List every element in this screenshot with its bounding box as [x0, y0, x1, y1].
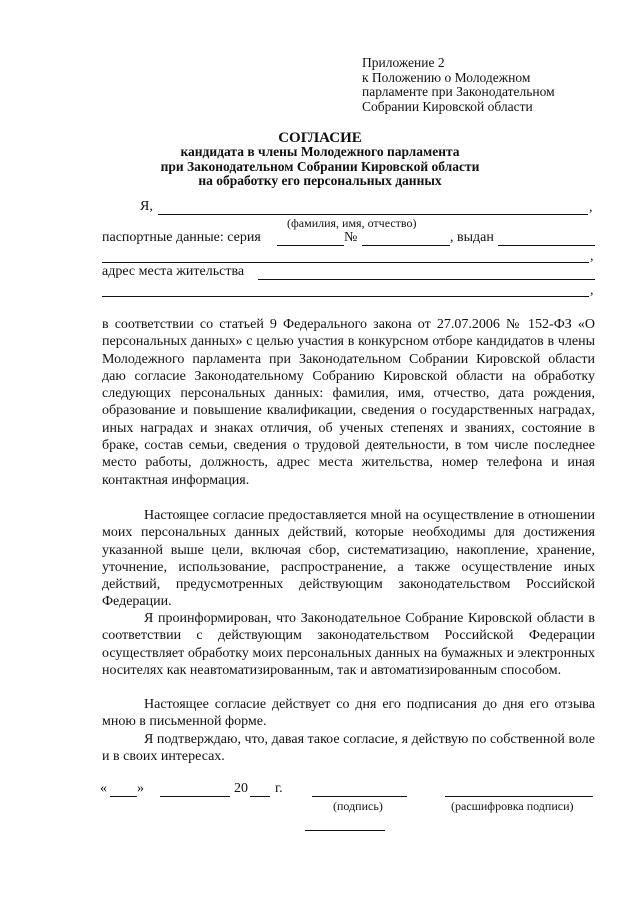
address-comma: ,	[590, 283, 594, 298]
document-subtitle	[0, 145, 640, 189]
name-label: Я,	[140, 199, 153, 214]
date-day-line[interactable]	[110, 796, 137, 797]
address-label: адрес места жительства	[102, 264, 245, 279]
date-month-line[interactable]	[160, 796, 230, 797]
passport-issued-line[interactable]	[498, 245, 595, 246]
paragraph-consent-basis: в соответствии со статьей 9 Федерального закона от 27.07.2006 № 152-ФЗ «О персональных данных» с целью участия в конкурсном отборе кандидатов в члены Молодежного парламента при Законодательном Собрании Кировской области даю согласие Законодательному Собранию Кировской области на обработку следующих персональных данных: фамилия, имя, отчество, дата рождения, образование и повышение квалификации, сведения о государственных наградах, иных наградах и знаках отличия, об ученых степенях и званиях, состояние в браке, состав семьи, сведения о трудовой деятельности, в том числе последнее место работы, должность, адрес места жительства, номер телефона и иная контактная информация.	[102, 317, 595, 488]
passport-number-label: №	[344, 230, 358, 245]
passport-issued-label: , выдан	[450, 230, 494, 245]
issued-continuation-line[interactable]	[102, 262, 589, 263]
date-close-quote: »	[137, 781, 144, 796]
appendix-line-2: к Положению о Молодежном	[362, 69, 531, 85]
decoding-line[interactable]	[445, 796, 593, 797]
signature-hint: (подпись)	[333, 799, 383, 813]
address-line[interactable]	[258, 279, 595, 280]
passport-label: паспортные данные: серия	[102, 230, 261, 245]
name-hint: (фамилия, имя, отчество)	[287, 216, 417, 230]
name-field-line[interactable]	[158, 214, 588, 215]
signature-line[interactable]	[312, 796, 407, 797]
appendix-line-4: Собрании Кировской области	[362, 98, 533, 114]
appendix-line-3: парламенте при Законодательном	[362, 84, 555, 99]
passport-series-line[interactable]	[277, 245, 344, 246]
date-year-prefix: 20	[234, 781, 248, 796]
name-comma: ,	[589, 200, 593, 215]
paragraph-validity: Настоящее согласие действует со дня его подписания до дня его отзыва мною в письменной форме.	[102, 697, 595, 730]
date-year-line[interactable]	[250, 796, 270, 797]
appendix-block	[362, 56, 555, 114]
date-year-suffix: г.	[275, 781, 283, 796]
subtitle-line-3: на обработку его персональных данных	[198, 173, 442, 188]
passport-number-line[interactable]	[362, 245, 450, 246]
subtitle-line-1: кандидата в члены Молодежного парламента	[180, 144, 460, 159]
extra-line[interactable]	[305, 830, 385, 831]
address-continuation-line[interactable]	[102, 296, 589, 297]
decoding-hint: (расшифровка подписи)	[451, 799, 574, 813]
document-title: СОГЛАСИЕ	[278, 130, 362, 146]
appendix-line-1: Приложение 2	[362, 55, 445, 70]
paragraph-informed: Я проинформирован, что Законодательное Собрание Кировской области в соответствии с действующим законодательством Российской Федерации осуществляет обработку моих персональных данных на бумажных и электронных носителях как неавтоматизированным, так и автоматизированным способом.	[102, 611, 595, 678]
paragraph-consent-actions: Настоящее согласие предоставляется мной на осуществление в отношении моих персональных данных действий, которые необходимы для достижения указанной выше цели, включая сбор, систематизацию, накопление, хранение, уточнение, использование, распространение, а также осуществление иных действий, предусмотренных действующим законодательством Российской Федерации.	[102, 508, 595, 610]
issued-comma: ,	[590, 249, 594, 264]
date-open-quote: «	[100, 781, 107, 796]
paragraph-confirmation: Я подтверждаю, что, давая такое согласие, я действую по собственной воле и в своих интересах.	[102, 732, 595, 765]
subtitle-line-2: при Законодательном Собрании Кировской области	[160, 158, 480, 174]
